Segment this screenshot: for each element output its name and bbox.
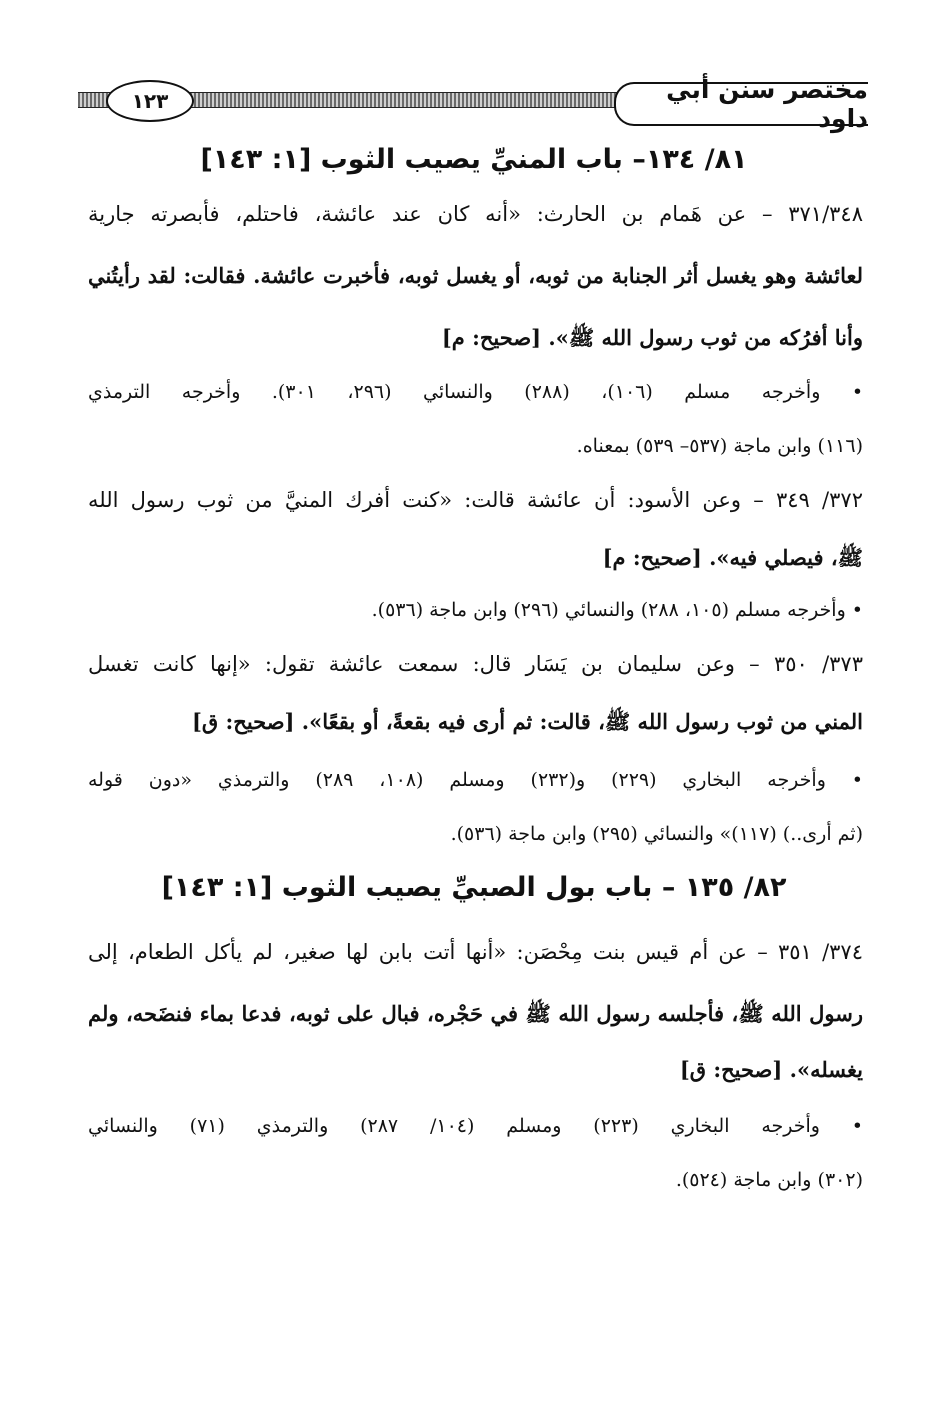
hadith-372-note-1: • وأخرجه مسلم (١٠٥، ٢٨٨) والنسائي (٢٩٦) وابن ماجة (٥٣٦). <box>371 599 863 621</box>
hadith-371-line-2: لعائشة وهو يغسل أثر الجنابة من ثوبه، أو يغسل ثوبه، فأخبرت عائشة. فقالت: لقد رأيتُني <box>88 263 863 288</box>
hadith-373-note-2: (ثم أرى..) (١١٧)» والنسائي (٢٩٥) وابن ماجة (٥٣٦). <box>450 823 863 845</box>
chapter-title-81: ٨١/ ١٣٤– باب المنيِّ يصيب الثوب [١: ١٤٣] <box>200 144 748 175</box>
hadith-373-note-1: • وأخرجه البخاري (٢٢٩) و(٢٣٢) ومسلم (١٠٨، ٢٨٩) والترمذي «دون قوله <box>88 769 863 791</box>
book-title: مختصر سنن أبي داود <box>614 82 868 126</box>
hadith-374-line-1: ٣٧٤/ ٣٥١ – عن أم قيس بنت مِحْصَن: «أنها أتت بابن لها صغير، لم يأكل الطعام، إلى <box>88 940 863 964</box>
chapter-title-82: ٨٢/ ١٣٥ – باب بول الصبيِّ يصيب الثوب [١: ١٤٣] <box>161 872 787 903</box>
hadith-372-line-2: ﷺ، فيصلي فيه». [صحيح: م] <box>602 545 863 570</box>
hadith-371-note-2: (١١٦) وابن ماجة (٥٣٧– ٥٣٩) بمعناه. <box>576 435 863 457</box>
hadith-371-line-3: وأنا أفرُكه من ثوب رسول الله ﷺ». [صحيح: م] <box>441 325 863 350</box>
hadith-374-line-2: رسول الله ﷺ، فأجلسه رسول الله ﷺ في حَجْره، فبال على ثوبه، فدعا بماء فنضَحه، ولم <box>88 1001 863 1026</box>
hadith-374-note-2: (٣٠٢) وابن ماجة (٥٢٤). <box>675 1169 863 1191</box>
hadith-373-line-2: المني من ثوب رسول الله ﷺ، قالت: ثم أرى فيه بقعةً، أو بقعًا». [صحيح: ق] <box>191 709 863 734</box>
page-header <box>78 75 868 133</box>
hadith-371-note-1: • وأخرجه مسلم (١٠٦)، (٢٨٨) والنسائي (٢٩٦، ٣٠١). وأخرجه الترمذي <box>88 381 864 403</box>
hadith-374-line-3: يغسله». [صحيح: ق] <box>679 1057 863 1082</box>
page-number: ١٢٣ <box>106 80 194 122</box>
hadith-373-line-1: ٣٧٣/ ٣٥٠ – وعن سليمان بن يَسَار قال: سمعت عائشة تقول: «إنها كانت تغسل <box>88 652 863 676</box>
hadith-374-note-1: • وأخرجه البخاري (٢٢٣) ومسلم (١٠٤/ ٢٨٧) والترمذي (٧١) والنسائي <box>88 1115 863 1137</box>
hadith-371-line-1: ٣٧١/٣٤٨ – عن هَمام بن الحارث: «أنه كان عند عائشة، فاحتلم، فأبصرته جارية <box>88 202 863 226</box>
hadith-372-line-1: ٣٧٢/ ٣٤٩ – وعن الأسود: أن عائشة قالت: «كنت أفرك المنيَّ من ثوب رسول الله <box>88 488 863 512</box>
